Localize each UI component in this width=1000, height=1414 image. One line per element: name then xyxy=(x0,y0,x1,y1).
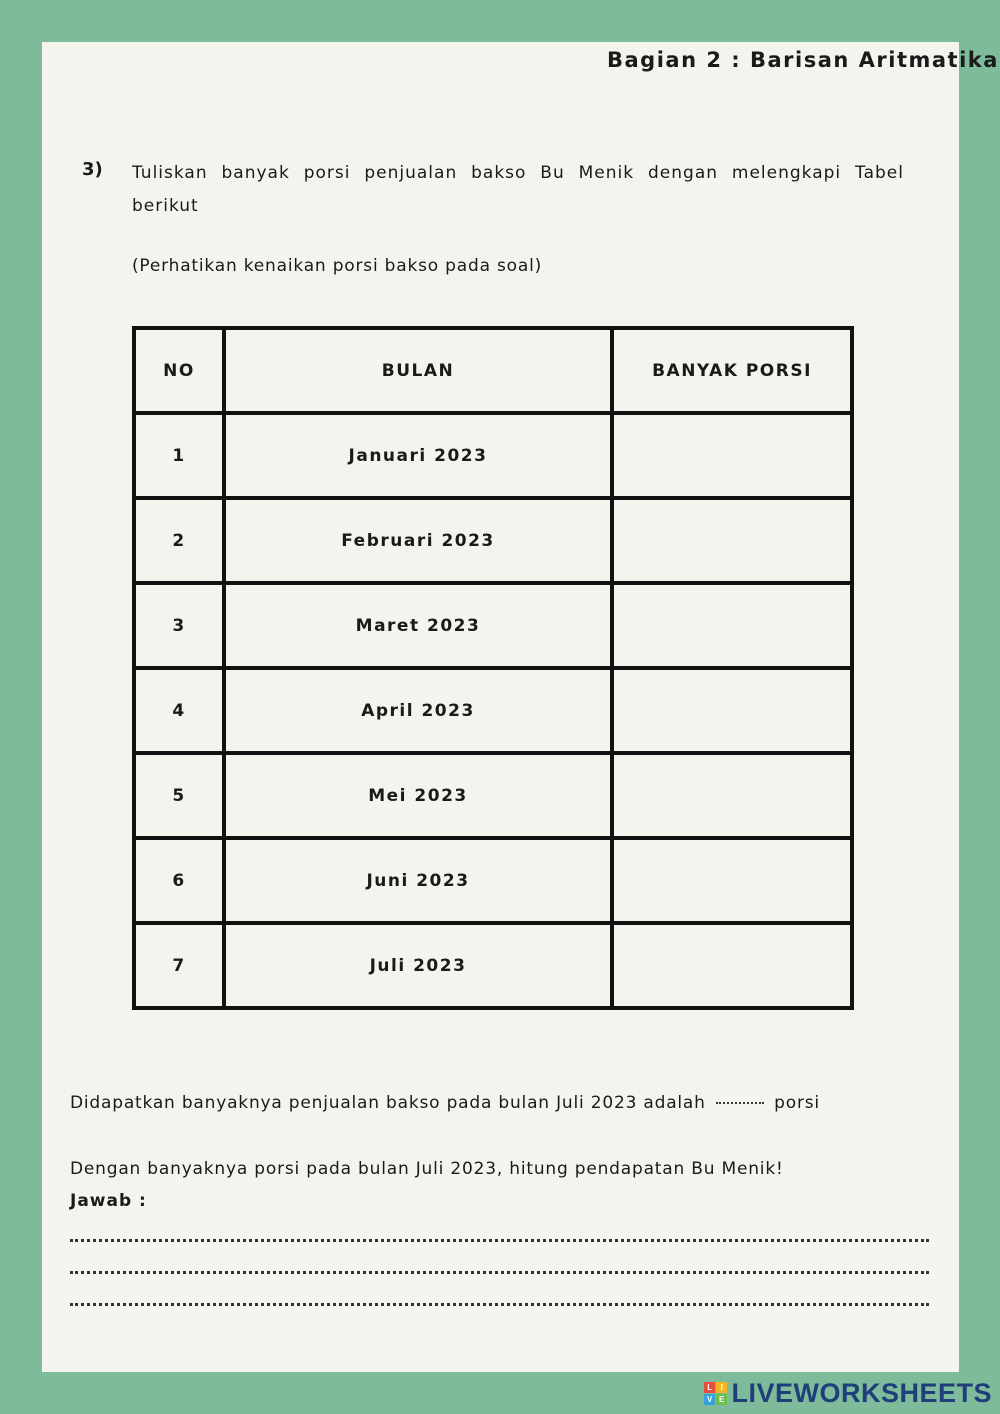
table-row xyxy=(134,498,852,583)
porsi-answer-cell[interactable] xyxy=(612,668,852,753)
table-row xyxy=(134,668,852,753)
porsi-answer-cell[interactable] xyxy=(612,498,852,583)
answer-line[interactable] xyxy=(70,1303,929,1306)
brand-name: LIVEWORKSHEETS xyxy=(731,1378,992,1408)
row-no: 7 xyxy=(134,923,224,1008)
row-bulan: Februari 2023 xyxy=(224,498,612,583)
row-no: 5 xyxy=(134,753,224,838)
porsi-answer-cell[interactable] xyxy=(612,923,852,1008)
table-row xyxy=(134,753,852,838)
header-banyak-porsi: BANYAK PORSI xyxy=(612,328,852,413)
table-row xyxy=(134,838,852,923)
task-text: Dengan banyaknya porsi pada bulan Juli 2023, hitung pendapatan Bu Menik! xyxy=(70,1159,784,1179)
result-blank-input[interactable] xyxy=(716,1102,764,1104)
answer-label: Jawab : xyxy=(70,1191,147,1211)
row-bulan: Januari 2023 xyxy=(224,413,612,498)
row-bulan: Mei 2023 xyxy=(224,753,612,838)
logo-letter-i: I xyxy=(716,1382,727,1393)
row-no: 3 xyxy=(134,583,224,668)
section-title: Bagian 2 : Barisan Aritmatika xyxy=(607,48,999,72)
header-no: NO xyxy=(134,328,224,413)
liveworksheets-brand xyxy=(704,1378,992,1409)
result-prefix: Didapatkan banyaknya penjualan bakso pada bulan Juli 2023 adalah xyxy=(70,1093,706,1113)
answer-line[interactable] xyxy=(70,1239,929,1242)
table-header-row xyxy=(134,328,852,413)
question-number: 3) xyxy=(82,159,103,180)
logo-letter-l: L xyxy=(704,1382,715,1393)
porsi-answer-cell[interactable] xyxy=(612,583,852,668)
header-bulan: BULAN xyxy=(224,328,612,413)
sales-table xyxy=(132,326,854,1010)
row-no: 2 xyxy=(134,498,224,583)
result-sentence xyxy=(70,1093,820,1113)
logo-letter-v: V xyxy=(704,1394,715,1405)
porsi-answer-cell[interactable] xyxy=(612,753,852,838)
row-no: 6 xyxy=(134,838,224,923)
table-row xyxy=(134,413,852,498)
result-suffix: porsi xyxy=(774,1093,820,1113)
liveworksheets-logo-icon xyxy=(704,1382,727,1405)
table-row xyxy=(134,583,852,668)
row-no: 4 xyxy=(134,668,224,753)
answer-line[interactable] xyxy=(70,1271,929,1274)
row-bulan: Juni 2023 xyxy=(224,838,612,923)
row-bulan: Maret 2023 xyxy=(224,583,612,668)
row-no: 1 xyxy=(134,413,224,498)
question-note: (Perhatikan kenaikan porsi bakso pada soal) xyxy=(132,256,543,276)
table-row xyxy=(134,923,852,1008)
logo-letter-e: E xyxy=(716,1394,727,1405)
row-bulan: Juli 2023 xyxy=(224,923,612,1008)
porsi-answer-cell[interactable] xyxy=(612,413,852,498)
porsi-answer-cell[interactable] xyxy=(612,838,852,923)
question-text: Tuliskan banyak porsi penjualan bakso Bu Menik dengan melengkapi Tabel berikut xyxy=(132,163,904,216)
row-bulan: April 2023 xyxy=(224,668,612,753)
